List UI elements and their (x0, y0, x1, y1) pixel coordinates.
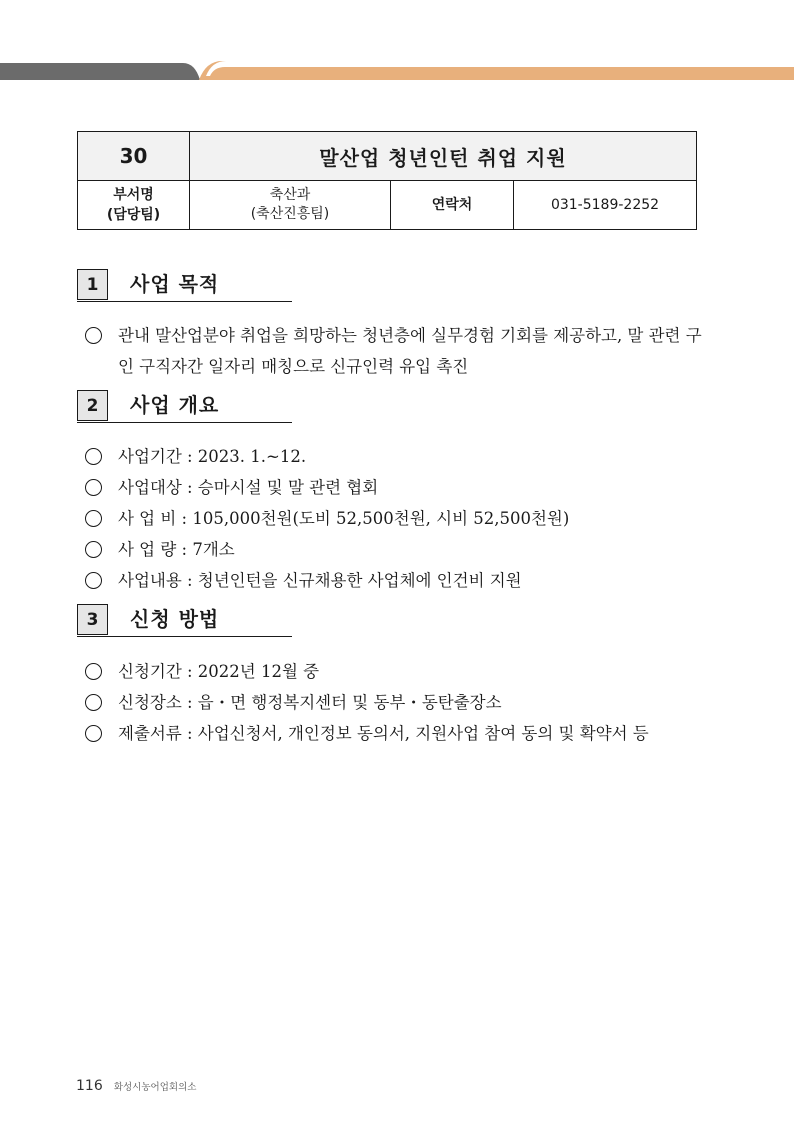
list-item (85, 472, 705, 503)
circle-bullet-icon (85, 572, 102, 589)
list-item (85, 503, 705, 534)
section-title: 사업 개요 (130, 393, 220, 417)
section-3-heading (77, 604, 292, 637)
circle-bullet-icon (85, 510, 102, 527)
list-item (85, 441, 705, 472)
item-text: 관내 말산업분야 취업을 희망하는 청년층에 실무경험 기회를 제공하고, 말 관련 구인 구직자간 일자리 매칭으로 신규인력 유입 촉진 (118, 326, 702, 376)
section-3-items (85, 656, 705, 749)
item-text: 사 업 비 : 105,000천원(도비 52,500천원, 시비 52,500천원) (118, 509, 570, 528)
item-text: 사 업 량 : 7개소 (118, 540, 235, 559)
dept-value-line2: (축산진흥팀) (250, 206, 330, 222)
section-2-items (85, 441, 705, 596)
page-footer (76, 1075, 196, 1094)
item-text: 사업대상 : 승마시설 및 말 관련 협회 (118, 478, 379, 497)
project-title: 말산업 청년인턴 취업 지원 (190, 132, 697, 181)
list-item (85, 565, 705, 596)
item-text: 제출서류 : 사업신청서, 개인정보 동의서, 지원사업 참여 동의 및 확약서 등 (118, 724, 649, 743)
dept-label-line2: (담당팀) (106, 207, 161, 223)
section-title: 신청 방법 (130, 607, 220, 631)
section-1-items (85, 320, 705, 382)
circle-bullet-icon (85, 725, 102, 742)
item-text: 신청기간 : 2022년 12월 중 (118, 662, 320, 681)
list-item (85, 718, 705, 749)
orange-tab-shape (199, 61, 794, 80)
section-number: 1 (77, 269, 108, 300)
dept-value-line1: 축산과 (269, 187, 311, 203)
circle-bullet-icon (85, 479, 102, 496)
contact-label: 연락처 (391, 181, 514, 230)
circle-bullet-icon (85, 663, 102, 680)
section-2-heading (77, 390, 292, 423)
list-item (85, 687, 705, 718)
project-info-table (77, 131, 697, 230)
page-number: 116 (76, 1078, 103, 1094)
item-text: 사업기간 : 2023. 1.~12. (118, 447, 307, 466)
dept-label-line1: 부서명 (113, 187, 154, 203)
contact-value: 031-5189-2252 (514, 181, 697, 230)
project-number: 30 (78, 132, 190, 181)
dept-value (190, 181, 391, 230)
header-decoration (0, 0, 794, 90)
section-1-heading (77, 269, 292, 302)
circle-bullet-icon (85, 448, 102, 465)
gray-tab-shape (0, 63, 200, 80)
list-item (85, 534, 705, 565)
item-text: 사업내용 : 청년인턴을 신규채용한 사업체에 인건비 지원 (118, 571, 522, 590)
organization-name: 화성시농어업회의소 (113, 1082, 197, 1093)
circle-bullet-icon (85, 541, 102, 558)
list-item (85, 320, 705, 382)
section-number: 2 (77, 390, 108, 421)
section-title: 사업 목적 (130, 272, 220, 296)
section-number: 3 (77, 604, 108, 635)
item-text: 신청장소 : 읍・면 행정복지센터 및 동부・동탄출장소 (118, 693, 502, 712)
list-item (85, 656, 705, 687)
circle-bullet-icon (85, 694, 102, 711)
dept-label (78, 181, 190, 230)
circle-bullet-icon (85, 327, 102, 344)
